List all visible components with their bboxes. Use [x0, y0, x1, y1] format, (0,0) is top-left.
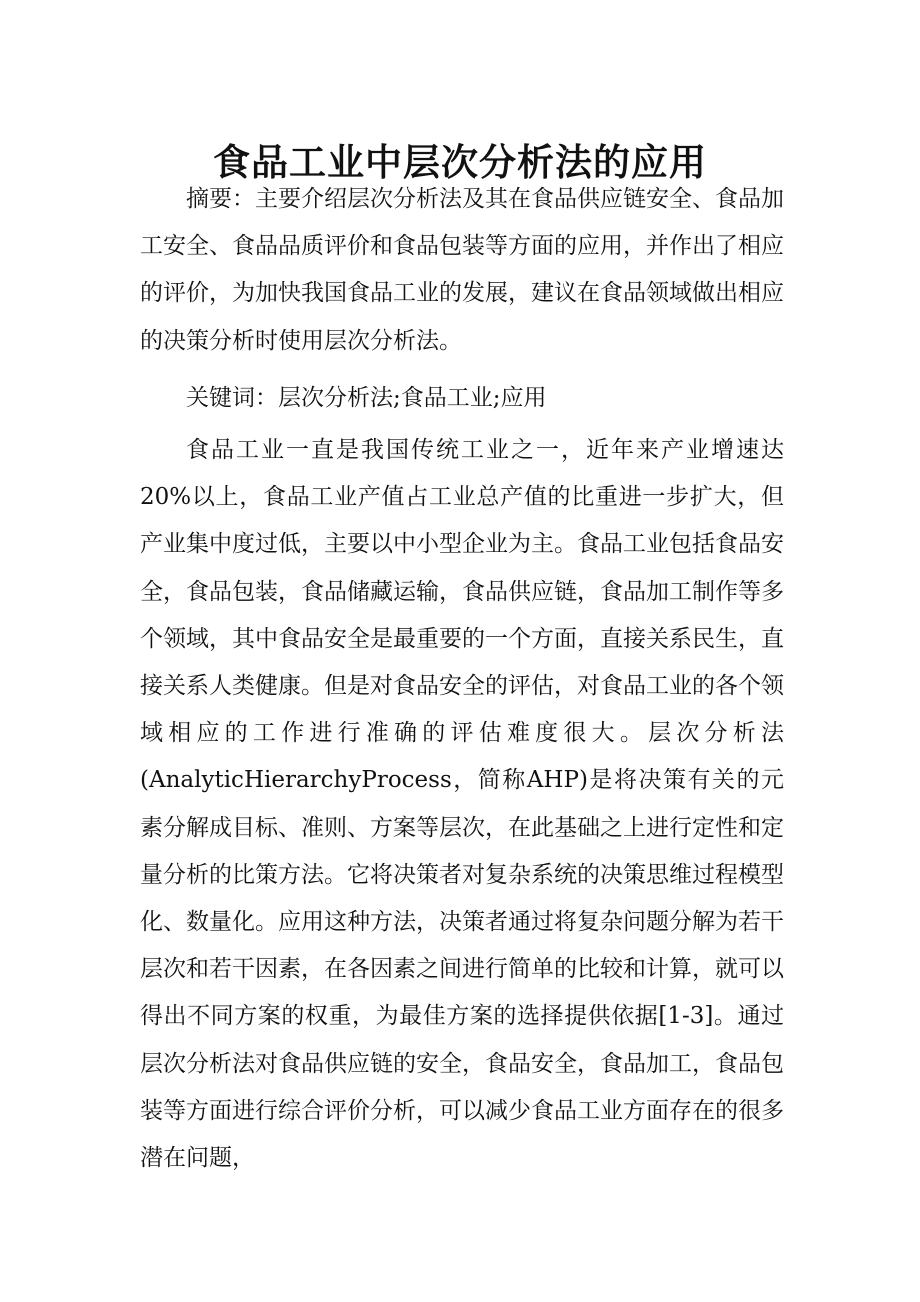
keywords-paragraph: 关键词：层次分析法;食品工业;应用 [186, 384, 547, 411]
document-title: 食品工业中层次分析法的应用 [213, 139, 707, 184]
body-paragraph: 食品工业一直是我国传统工业之一，近年来产业增速达20%以上，食品工业产值占工业总产值的比重进一步扩大，但产业集中度过低，主要以中小型企业为主。食品工业包括食品安全，食品包装，食品储藏运输，食品供应链，食品加工制作等多个领域，其中食品安全是最重要的一个方面，直接关系民生，直接关系人类健康。但是对食品安全的评估，对食品工业的各个领域相应的工作进行准确的评估难度很大。层次分析法(AnalyticHierarchyProcess，简称AHP)是将决策有关的元素分解成目标、准则、方案等层次，在此基础之上进行定性和定量分析的比策方法。它将决策者对复杂系统的决策思维过程模型化、数量化。应用这种方法，决策者通过将复杂问题分解为若干层次和若干因素，在各因素之间进行简单的比较和计算，就可以得出不同方案的权重，为最佳方案的选择提供依据[1-3]。通过层次分析法对食品供应链的安全，食品安全，食品加工，食品包装等方面进行综合评价分析，可以减少食品工业方面存在的很多潜在问题， [140, 437, 784, 1172]
document-body [140, 176, 784, 1182]
abstract-paragraph: 摘要：主要介绍层次分析法及其在食品供应链安全、食品加工安全、食品品质评价和食品包装等方面的应用，并作出了相应的评价，为加快我国食品工业的发展，建议在食品领域做出相应的决策分析时使用层次分析法。 [140, 186, 784, 354]
